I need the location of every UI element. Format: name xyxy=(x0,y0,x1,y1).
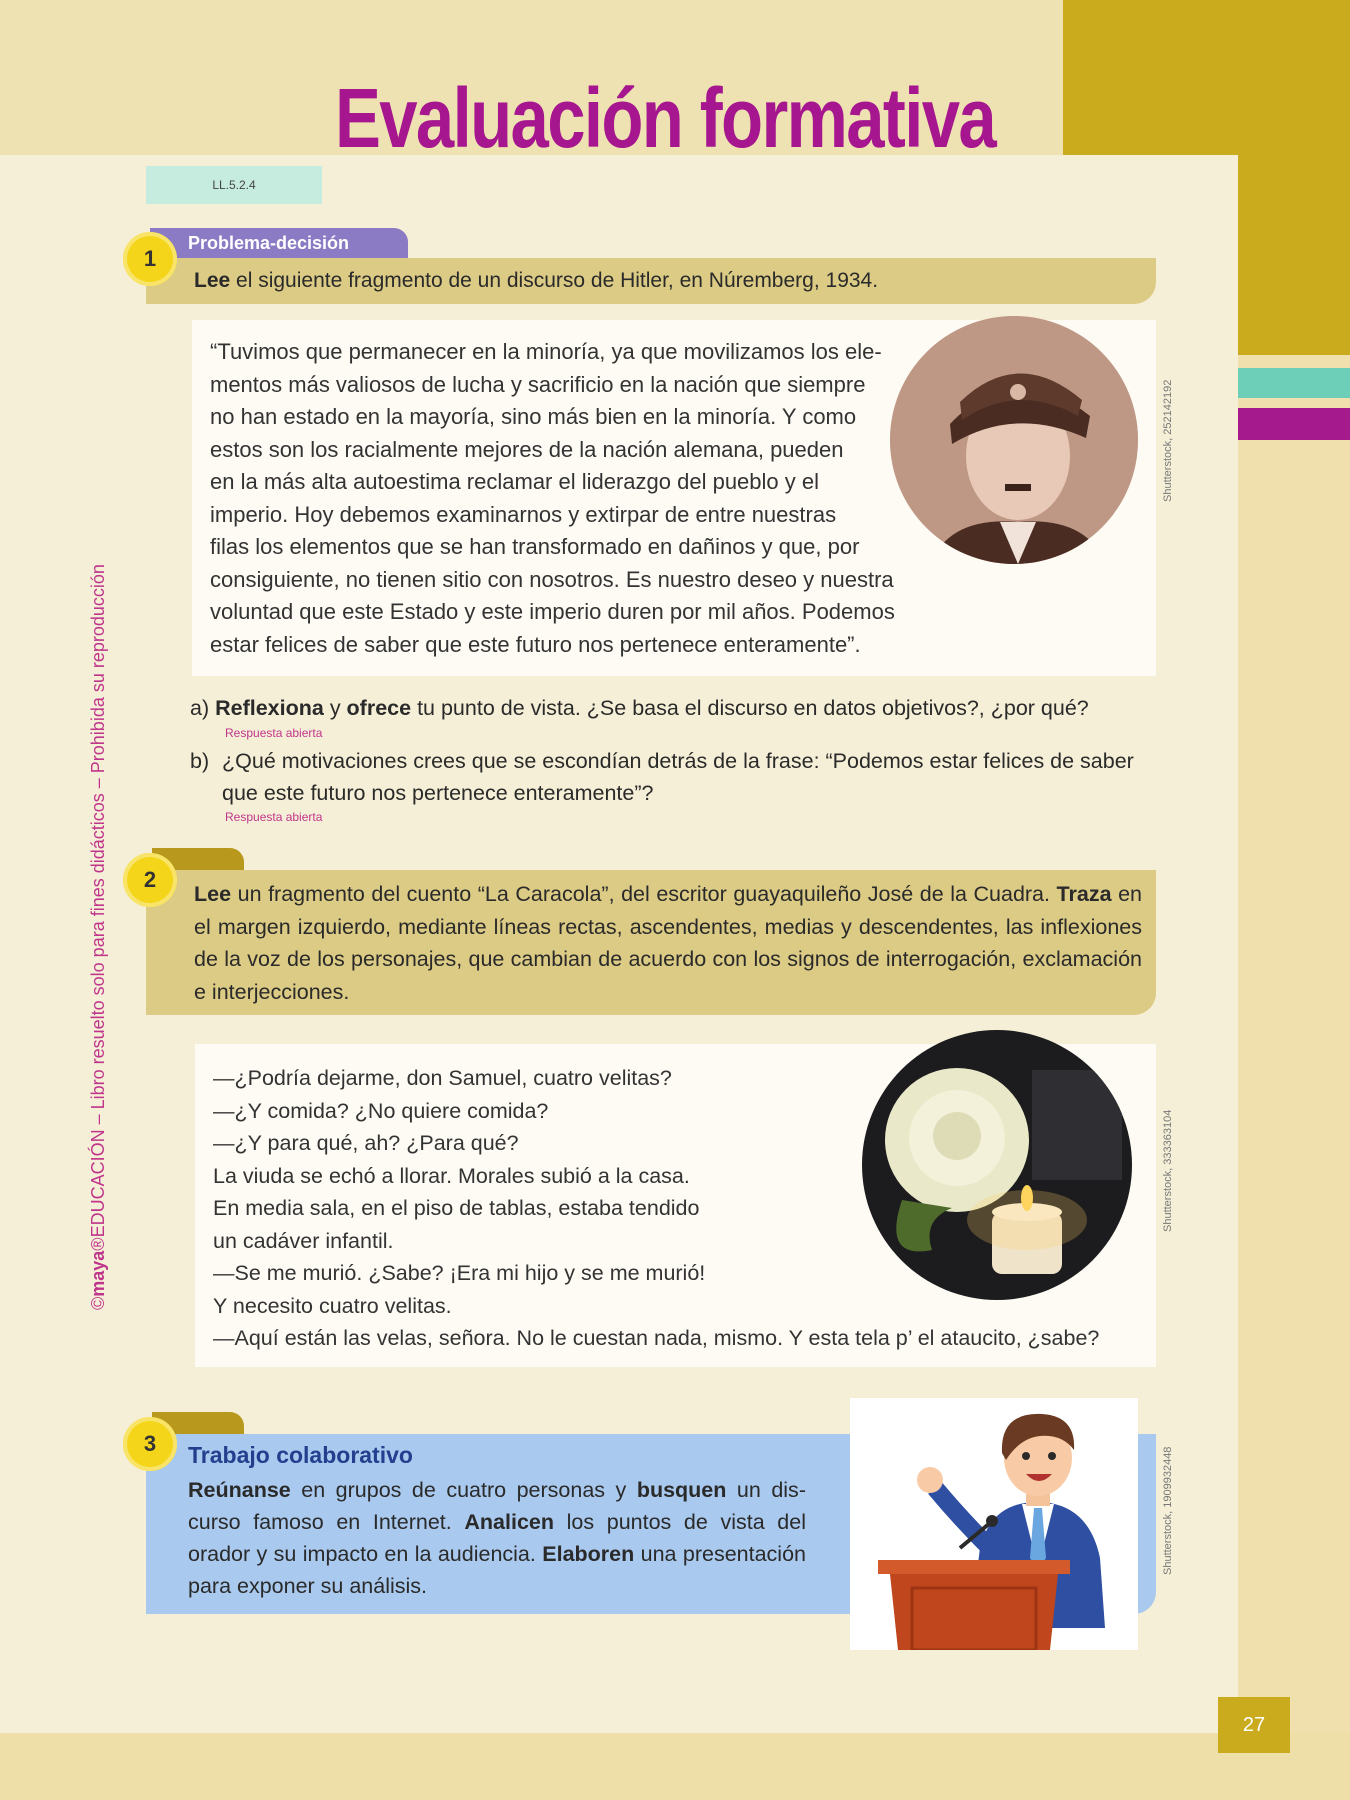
section2-text1: un fragmento del cuento “La Caracola”, del escritor guayaquileño José de la Cuadra. xyxy=(231,882,1050,906)
brand-name: maya xyxy=(88,1250,108,1297)
section2-bold1: Lee xyxy=(194,882,232,906)
question-a-connector: y xyxy=(323,696,347,720)
instruction-bold: Lee xyxy=(194,269,231,292)
magenta-stripe xyxy=(1238,408,1350,440)
section3-number-badge: 3 xyxy=(123,1417,177,1471)
section2-number-badge: 2 xyxy=(123,853,177,907)
question-a xyxy=(190,692,1150,724)
dialogue-line: —Se me murió. ¿Sabe? ¡Era mi hijo y se me murió! xyxy=(213,1261,706,1285)
quote-line: imperio. Hoy debemos examinarnos y extirpar de entre nuestras xyxy=(210,501,837,527)
page-title: Evaluación formativa xyxy=(334,71,996,165)
quote-line: “Tuvimos que permanecer en la minoría, ya que movilizamos los ele- xyxy=(210,339,882,364)
section1-tag: Problema-decisión xyxy=(150,228,408,258)
photo-credit-2: Shutterstock, 333363104 xyxy=(1162,1109,1174,1232)
section2-bold2: Traza xyxy=(1056,882,1112,906)
dialogue-line: En media sala, en el piso de tablas, estaba tendido xyxy=(213,1196,700,1220)
collab-title: Trabajo colaborativo xyxy=(188,1442,413,1468)
quote-line: mentos más valiosos de lucha y sacrificio en la nación que siempre xyxy=(210,371,866,397)
section2-text2: en el margen izquierdo, mediante líneas rectas, ascendentes, medias y descendentes, las inflexiones de la voz de los personajes, que cambian de acuerdo con los signos de interrogación, exclamación e interjecciones. xyxy=(194,882,1142,1004)
dialogue-line: La viuda se echó a llorar. Morales subió a la casa. xyxy=(213,1163,690,1188)
hitler-portrait xyxy=(890,316,1138,564)
speaker-illustration xyxy=(850,1398,1138,1650)
question-a-text: tu punto de vista. ¿Se basa el discurso en datos objetivos?, ¿por qué? xyxy=(411,696,1089,720)
photo-credit-1: Shutterstock, 252142192 xyxy=(1162,379,1174,502)
side-gold-block xyxy=(1238,155,1350,355)
quote-line: en la más alta autoestima reclamar el liderazgo del pueblo y el xyxy=(210,469,819,494)
dialogue-line: —¿Y comida? ¿No quiere comida? xyxy=(213,1098,549,1123)
page-number: 27 xyxy=(1218,1697,1290,1753)
dialogue-line: Y necesito cuatro velitas. xyxy=(213,1293,452,1318)
answer-a: Respuesta abierta xyxy=(225,726,323,740)
quote-line: filas los elementos que se han transformado en dañinos y que, por xyxy=(210,534,860,559)
skill-code: LL.5.2.4 xyxy=(146,166,322,204)
copyright-vertical-text: ©maya®EDUCACIÓN – Libro resuelto solo para fines didácticos – Prohibida su reproducción xyxy=(88,564,108,1310)
collab-bold2: busquen xyxy=(636,1478,727,1502)
dialogue-line: un cadáver infantil. xyxy=(213,1228,394,1253)
teal-stripe xyxy=(1238,368,1350,398)
collab-instructions xyxy=(188,1474,806,1602)
dialogue-line: —¿Podría dejarme, don Samuel, cuatro velitas? xyxy=(213,1066,672,1090)
hitler-quote xyxy=(210,336,950,661)
section1-instruction-band xyxy=(146,258,1156,304)
collab-text1: en grupos de cuatro personas y xyxy=(290,1478,637,1502)
collab-bold4: Elaboren xyxy=(542,1542,635,1566)
quote-line: consiguiente, no tienen sitio con nosotros. Es nuestro deseo y nuestra xyxy=(210,566,894,592)
collab-text4: una presentación para exponer su análisis. xyxy=(188,1542,806,1598)
section1-number-badge: 1 xyxy=(123,232,177,286)
question-b-line: ¿Qué motivaciones crees que se escondían detrás de la frase: “Podemos estar felices de saber xyxy=(222,749,1134,773)
photo-credit-3: Shutterstock, 1909932448 xyxy=(1162,1446,1174,1575)
answer-b: Respuesta abierta xyxy=(225,810,323,824)
question-a-bold1: Reflexiona xyxy=(215,696,324,720)
bottom-strip xyxy=(0,1733,1350,1800)
quote-line: estar felices de saber que este futuro nos pertenece enteramente”. xyxy=(210,631,861,657)
instruction-text: el siguiente fragmento de un discurso de Hitler, en Núremberg, 1934. xyxy=(230,269,879,292)
question-a-bold2: ofrece xyxy=(346,696,412,720)
dialogue-line: —¿Y para qué, ah? ¿Para qué? xyxy=(213,1131,519,1155)
rose-candle-photo xyxy=(862,1030,1132,1300)
dialogue-line: —Aquí están las velas, señora. No le cuestan nada, mismo. Y esta tela p’ el ataucito, ¿sabe? xyxy=(213,1326,1100,1350)
quote-line: estos son los racialmente mejores de la nación alemana, pueden xyxy=(210,436,844,462)
collab-text2: un discurso famoso en Internet. xyxy=(188,1478,806,1534)
question-b-letter: b) xyxy=(190,749,210,773)
question-b xyxy=(190,745,1170,809)
collab-bold1: Reúnanse xyxy=(188,1478,291,1502)
quote-line: voluntad que este Estado y este imperio duren por mil años. Podemos xyxy=(210,599,895,624)
copyright-notice: EDUCACIÓN – Libro resuelto solo para fines didácticos – Prohibida su reproducción xyxy=(88,564,108,1238)
question-b-line: que este futuro nos pertenece enteramente”? xyxy=(222,781,654,805)
question-a-letter: a) xyxy=(190,696,210,720)
quote-line: no han estado en la mayoría, sino más bien en la minoría. Y como xyxy=(210,404,857,429)
section2-instruction-band xyxy=(146,870,1156,1015)
collab-text3: los puntos de vista del orador y su impacto en la audiencia. xyxy=(188,1510,806,1566)
collab-bold3: Analicen xyxy=(464,1510,555,1534)
